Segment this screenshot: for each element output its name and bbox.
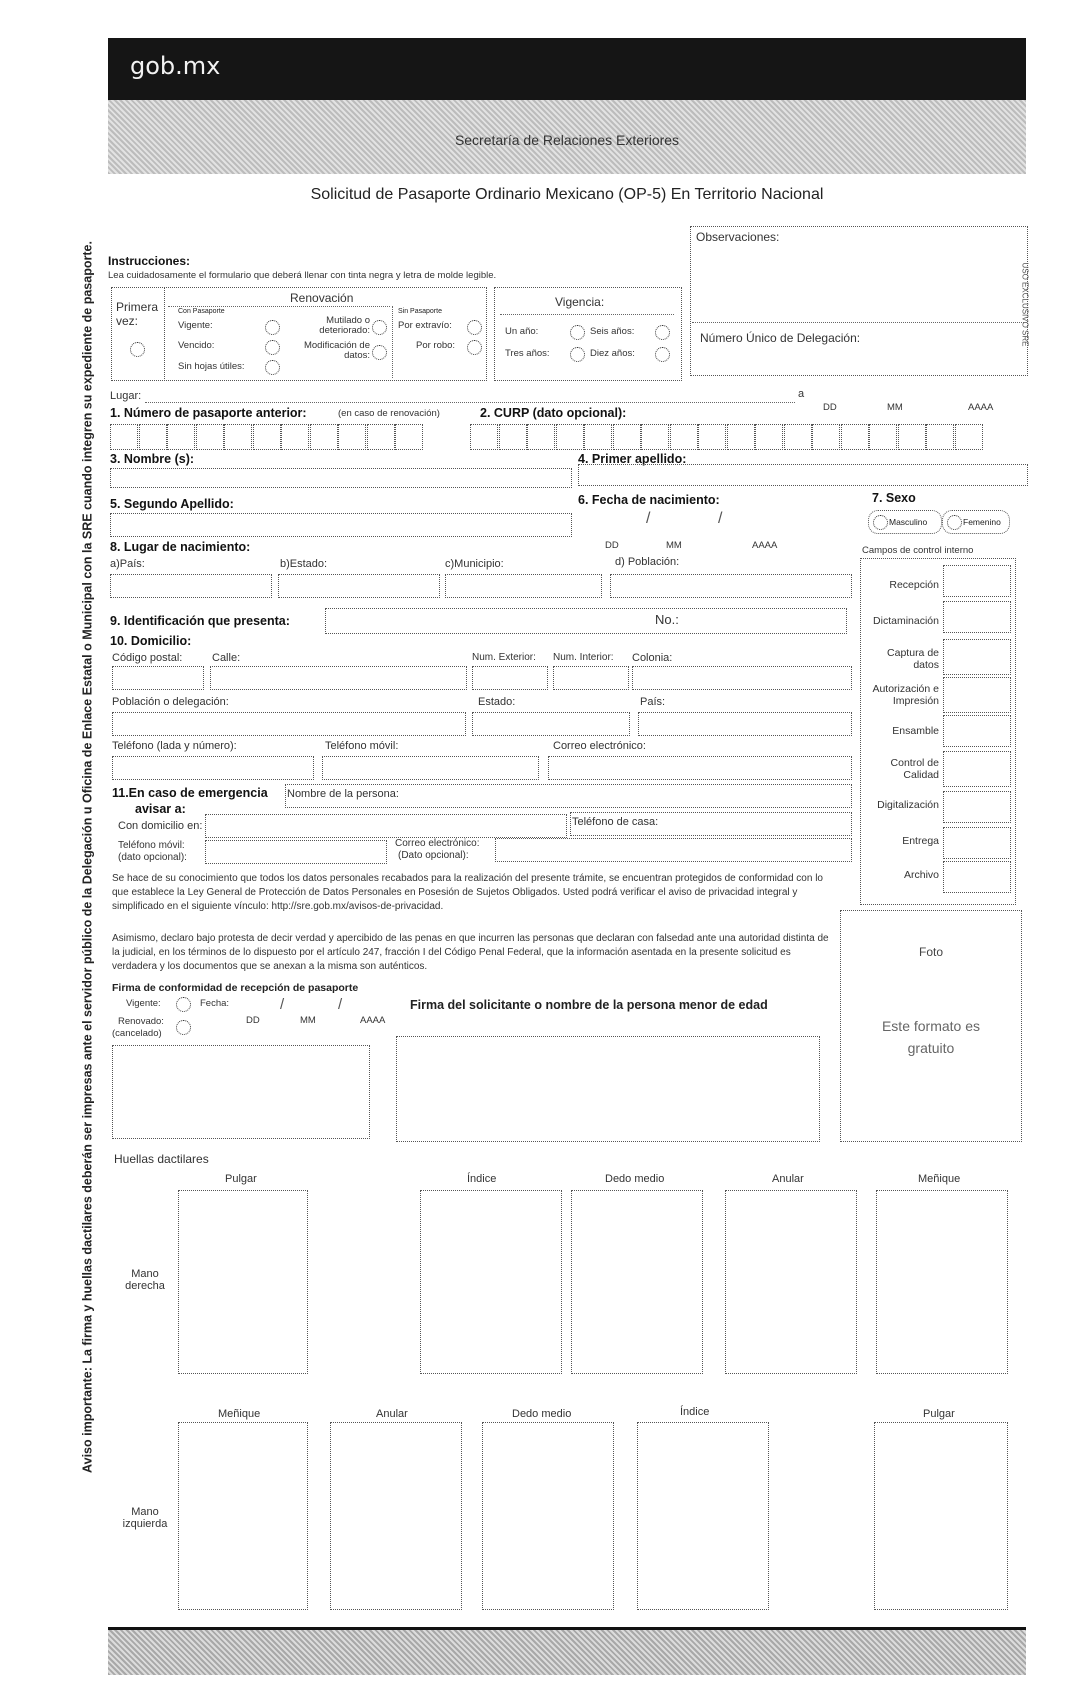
control-row: Control de Calidad: [890, 757, 939, 781]
nac-mm: MM: [666, 540, 682, 551]
fingerprint-box[interactable]: [725, 1190, 857, 1374]
conf-fecha-label: Fecha:: [200, 998, 230, 1009]
telefono-label: Teléfono (lada y número):: [112, 740, 237, 752]
municipio-nac-input[interactable]: [445, 574, 602, 598]
char-cell[interactable]: [139, 424, 167, 450]
finger-label: Meñique: [218, 1408, 261, 1420]
ministry-banner: [108, 100, 1026, 174]
instructions-text: Lea cuidadosamente el formulario que deberá llenar con tinta negra y letra de molde legible.: [108, 270, 497, 281]
char-cell[interactable]: [499, 424, 527, 450]
fingerprint-box[interactable]: [178, 1422, 308, 1610]
char-cell[interactable]: [310, 424, 338, 450]
uso-exclusivo-label: USO EXCLUSIVO SRE: [1020, 262, 1030, 347]
num-int-input[interactable]: [553, 666, 629, 690]
conformidad-title: Firma de conformidad de recepción de pasaporte: [112, 982, 359, 994]
observaciones-label: Observaciones:: [696, 230, 780, 244]
firma-solicitante-label: Firma del solicitante o nombre de la persona menor de edad: [410, 998, 768, 1012]
conf-vigente-label: Vigente:: [126, 998, 161, 1009]
footer-band: [108, 1627, 1026, 1675]
field-6-label: 6. Fecha de nacimiento:: [578, 493, 720, 507]
fingerprint-box[interactable]: [874, 1422, 1008, 1610]
modificacion-label: Modificación de datos:: [303, 340, 370, 361]
gob-banner: [108, 38, 1026, 100]
diez-anos-radio[interactable]: [655, 347, 670, 362]
calle-input[interactable]: [210, 666, 467, 690]
pob-deleg-label: Población o delegación:: [112, 696, 229, 708]
por-extravio-radio[interactable]: [467, 320, 482, 335]
gratuito-label: Este formato es gratuito: [881, 1018, 981, 1056]
lugar-a: a: [798, 388, 805, 400]
char-cell[interactable]: [470, 424, 498, 450]
fecha-dd: DD: [823, 402, 837, 413]
seis-anos-radio[interactable]: [655, 325, 670, 340]
por-robo-radio[interactable]: [467, 340, 482, 355]
movil-input[interactable]: [322, 756, 539, 780]
char-cell[interactable]: [812, 424, 840, 450]
nac-aaaa: AAAA: [752, 540, 778, 551]
control-box[interactable]: [943, 639, 1011, 675]
vencido-label: Vencido:: [178, 340, 215, 351]
field-3-label: 3. Nombre (s):: [110, 452, 195, 466]
finger-label: Anular: [376, 1408, 408, 1420]
char-cell[interactable]: [367, 424, 395, 450]
nombre-input[interactable]: [110, 468, 572, 488]
fingerprint-box[interactable]: [637, 1422, 769, 1610]
char-cell[interactable]: [281, 424, 309, 450]
numero-unico-label: Número Único de Delegación:: [700, 331, 861, 345]
declaration-text: Asimismo, declaro bajo protesta de decir verdad y apercibido de las penas en que incurren las personas que declaran con falsedad ante una autoridad distinta de la judicial, en los términos de lo dispuesto por el artículo 247, fracción I del Código Penal Federal, que la información asentada en la presente solicitud es verdadera y los documentos que se anexan a la misma son auténticos.: [112, 933, 829, 972]
con-domicilio-label: Con domicilio en:: [118, 820, 203, 832]
control-row: Digitalización: [877, 799, 939, 811]
movil-label: Teléfono móvil:: [325, 740, 399, 752]
mutilado-label: Mutilado o deteriorado:: [319, 315, 370, 336]
primera-vez-label: Primera vez:: [116, 300, 159, 328]
control-box[interactable]: [943, 827, 1011, 859]
fingerprint-box[interactable]: [571, 1190, 703, 1374]
fingerprint-box[interactable]: [876, 1190, 1008, 1374]
fingerprint-box[interactable]: [178, 1190, 308, 1374]
tel-movil-label: Teléfono móvil:: [118, 840, 185, 851]
control-box[interactable]: [943, 677, 1011, 713]
vigente-radio[interactable]: [265, 320, 280, 335]
finger-label: Pulgar: [923, 1408, 955, 1420]
diez-anos-label: Diez años:: [590, 348, 635, 359]
char-cell[interactable]: [196, 424, 224, 450]
contacto-domicilio-input[interactable]: [205, 814, 567, 838]
vigente-label: Vigente:: [178, 320, 213, 331]
sin-hojas-label: Sin hojas útiles:: [178, 361, 245, 372]
char-cell[interactable]: [527, 424, 555, 450]
contacto-telcasa-input[interactable]: [570, 812, 852, 836]
lugar-label: Lugar:: [110, 390, 142, 402]
char-cell[interactable]: [110, 424, 138, 450]
control-row: Captura de datos: [887, 647, 939, 671]
instructions-title: Instrucciones:: [108, 254, 191, 268]
field-9-label: 9. Identificación que presenta:: [110, 614, 290, 628]
primer-apellido-input[interactable]: [578, 464, 1028, 486]
finger-label: Dedo medio: [605, 1173, 665, 1185]
char-cell[interactable]: [898, 424, 926, 450]
sin-pasaporte-label: Sin Pasaporte: [398, 308, 442, 315]
fingerprint-box[interactable]: [420, 1190, 562, 1374]
field-11b-label: avisar a:: [135, 802, 186, 816]
num-ext-input[interactable]: [472, 666, 548, 690]
tres-anos-label: Tres años:: [505, 348, 550, 359]
estado-dom-input[interactable]: [472, 712, 630, 736]
tres-anos-radio[interactable]: [570, 347, 585, 362]
field-10-label: 10. Domicilio:: [110, 634, 192, 648]
por-robo-label: Por robo:: [416, 340, 456, 351]
char-cell[interactable]: [253, 424, 281, 450]
finger-label: Índice: [680, 1406, 710, 1418]
correo2-label: Correo electrónico:: [395, 838, 480, 849]
field-1-label: 1. Número de pasaporte anterior:: [110, 406, 307, 420]
privacy-notice: Se hace de su conocimiento que todos los datos personales recabados para la realización del presente trámite, se encuentran protegidos de conformidad con lo que establece la Ley General de Protección de Datos Personales en Posesión de Sujetos Obligados. Usted podrá verificar el aviso de privacidad integral y simplificado en el siguiente vínculo: http://sre.gob.mx/avisos-de-privacidad.: [112, 873, 823, 912]
renovacion-title: Renovación: [290, 291, 354, 305]
field-4-label: 4. Primer apellido:: [578, 452, 687, 466]
conf-mm: MM: [300, 1015, 316, 1026]
fecha-mm: MM: [887, 402, 903, 413]
control-box[interactable]: [943, 751, 1011, 787]
modificacion-radio[interactable]: [372, 345, 387, 360]
pais-dom-input[interactable]: [638, 712, 852, 736]
form-title: Solicitud de Pasaporte Ordinario Mexicano (OP-5) En Territorio Nacional: [310, 186, 824, 203]
field-5-label: 5. Segundo Apellido:: [110, 497, 234, 511]
por-extravio-label: Por extravío:: [398, 320, 452, 331]
conf-vigente-radio[interactable]: [176, 997, 191, 1012]
field-2-label: 2. CURP (dato opcional):: [480, 406, 627, 420]
control-row: Dictaminación: [873, 615, 939, 627]
con-pasaporte-label: Con Pasaporte: [178, 308, 225, 315]
num-int-label: Num. Interior:: [553, 652, 614, 663]
tel-casa-label: Teléfono de casa:: [572, 816, 659, 828]
estado-nac-input[interactable]: [278, 574, 440, 598]
char-cell[interactable]: [869, 424, 897, 450]
fecha-aaaa: AAAA: [968, 402, 994, 413]
control-box[interactable]: [943, 715, 1011, 747]
foto-label: Foto: [918, 945, 943, 959]
char-cell[interactable]: [755, 424, 783, 450]
conf-dd: DD: [246, 1015, 260, 1026]
char-cell[interactable]: [584, 424, 612, 450]
control-title: Campos de control interno: [862, 545, 974, 556]
identificacion-input[interactable]: [325, 608, 847, 634]
char-cell[interactable]: [167, 424, 195, 450]
conformidad-signature-box[interactable]: [112, 1045, 370, 1139]
conf-aaaa: AAAA: [360, 1015, 386, 1026]
control-row: Archivo: [903, 869, 939, 881]
correo-label: Correo electrónico:: [553, 740, 646, 752]
finger-label: Pulgar: [225, 1173, 257, 1185]
fingerprint-box[interactable]: [482, 1422, 614, 1610]
control-row: Autorización e Impresión: [872, 683, 939, 707]
char-cell[interactable]: [727, 424, 755, 450]
estado-label: b)Estado:: [280, 558, 328, 570]
control-row: Ensamble: [892, 725, 939, 737]
field-8-label: 8. Lugar de nacimiento:: [110, 540, 251, 554]
field-1-note: (en caso de renovación): [338, 408, 440, 419]
conf-cancelado-label: (cancelado): [112, 1028, 162, 1039]
seis-anos-label: Seis años:: [590, 326, 635, 337]
poblacion-label: d) Población:: [615, 556, 680, 568]
pais-label: a)País:: [110, 558, 145, 570]
finger-label: Anular: [772, 1173, 804, 1185]
char-cell[interactable]: [641, 424, 669, 450]
mano-izquierda-label: Mano izquierda: [122, 1506, 168, 1530]
pob-deleg-input[interactable]: [112, 712, 466, 736]
conf-renovado-radio[interactable]: [176, 1020, 191, 1035]
control-row: Entrega: [902, 835, 939, 847]
vencido-radio[interactable]: [265, 340, 280, 355]
char-cell[interactable]: [784, 424, 812, 450]
masculino-option[interactable]: Masculino: [868, 510, 942, 534]
photo-box[interactable]: [840, 910, 1022, 1142]
gob-logo: gob.mx: [130, 52, 221, 80]
fingerprint-box[interactable]: [330, 1422, 462, 1610]
pais2-label: País:: [640, 696, 666, 708]
finger-label: Dedo medio: [512, 1408, 572, 1420]
cp-input[interactable]: [112, 666, 204, 690]
tel-movil-note: (dato opcional):: [118, 852, 187, 863]
num-ext-label: Num. Exterior:: [472, 652, 536, 663]
char-cell[interactable]: [613, 424, 641, 450]
finger-label: Índice: [467, 1173, 497, 1185]
char-cell[interactable]: [670, 424, 698, 450]
un-ano-radio[interactable]: [570, 325, 585, 340]
cp-label: Código postal:: [112, 652, 183, 664]
sin-hojas-radio[interactable]: [265, 360, 280, 375]
pais-nac-input[interactable]: [110, 574, 272, 598]
field-7-label: 7. Sexo: [872, 491, 916, 505]
char-cell[interactable]: [841, 424, 869, 450]
correo2-note: (Dato opcional):: [398, 850, 469, 861]
control-box[interactable]: [943, 601, 1011, 633]
colonia-label: Colonia:: [632, 652, 673, 664]
poblacion-nac-input[interactable]: [610, 574, 852, 598]
char-cell[interactable]: [395, 424, 423, 450]
no-label: No.:: [655, 612, 679, 627]
mutilado-radio[interactable]: [372, 320, 387, 335]
char-cell[interactable]: [926, 424, 954, 450]
control-box[interactable]: [943, 861, 1011, 893]
lugar-field[interactable]: [145, 402, 795, 403]
conf-renovado-label: Renovado:: [118, 1016, 164, 1027]
primera-vez-radio[interactable]: [130, 342, 145, 357]
estado2-label: Estado:: [478, 696, 516, 708]
observaciones-box[interactable]: [690, 226, 1028, 376]
colonia-input[interactable]: [632, 666, 852, 690]
control-row: Recepción: [889, 579, 939, 591]
municipio-label: c)Municipio:: [445, 558, 504, 570]
char-cell[interactable]: [338, 424, 366, 450]
un-ano-label: Un año:: [505, 326, 539, 337]
control-panel: [860, 558, 1016, 905]
control-box[interactable]: [943, 565, 1011, 597]
contacto-movil-input[interactable]: [205, 840, 387, 864]
char-cell[interactable]: [698, 424, 726, 450]
ministry-name: Secretaría de Relaciones Exteriores: [454, 132, 680, 148]
calle-label: Calle:: [212, 652, 241, 664]
mano-derecha-label: Mano derecha: [125, 1268, 165, 1292]
char-cell[interactable]: [224, 424, 252, 450]
nombre-persona-label: Nombre de la persona:: [287, 788, 399, 800]
telefono-input[interactable]: [112, 756, 314, 780]
control-box[interactable]: [943, 791, 1011, 823]
segundo-apellido-input[interactable]: [110, 513, 572, 537]
side-notice: Aviso importante: La firma y huellas dactilares deberán ser impresas ante el servidor público de la Delegación u Oficina de Enlace Estatal o Municipal con la SRE cuando integren su expediente de pasaporte.: [80, 241, 95, 1473]
char-cell[interactable]: [556, 424, 584, 450]
nac-dd: DD: [605, 540, 619, 551]
field-11-label: 11.En caso de emergencia: [112, 786, 268, 800]
femenino-option[interactable]: Femenino: [942, 510, 1010, 534]
huellas-title: Huellas dactilares: [114, 1152, 209, 1166]
char-cell[interactable]: [955, 424, 983, 450]
vigencia-title: Vigencia:: [555, 295, 605, 309]
firma-solicitante-box[interactable]: [396, 1036, 820, 1142]
finger-label: Meñique: [918, 1173, 961, 1185]
correo-input[interactable]: [548, 756, 852, 780]
contacto-correo-input[interactable]: [495, 838, 852, 862]
